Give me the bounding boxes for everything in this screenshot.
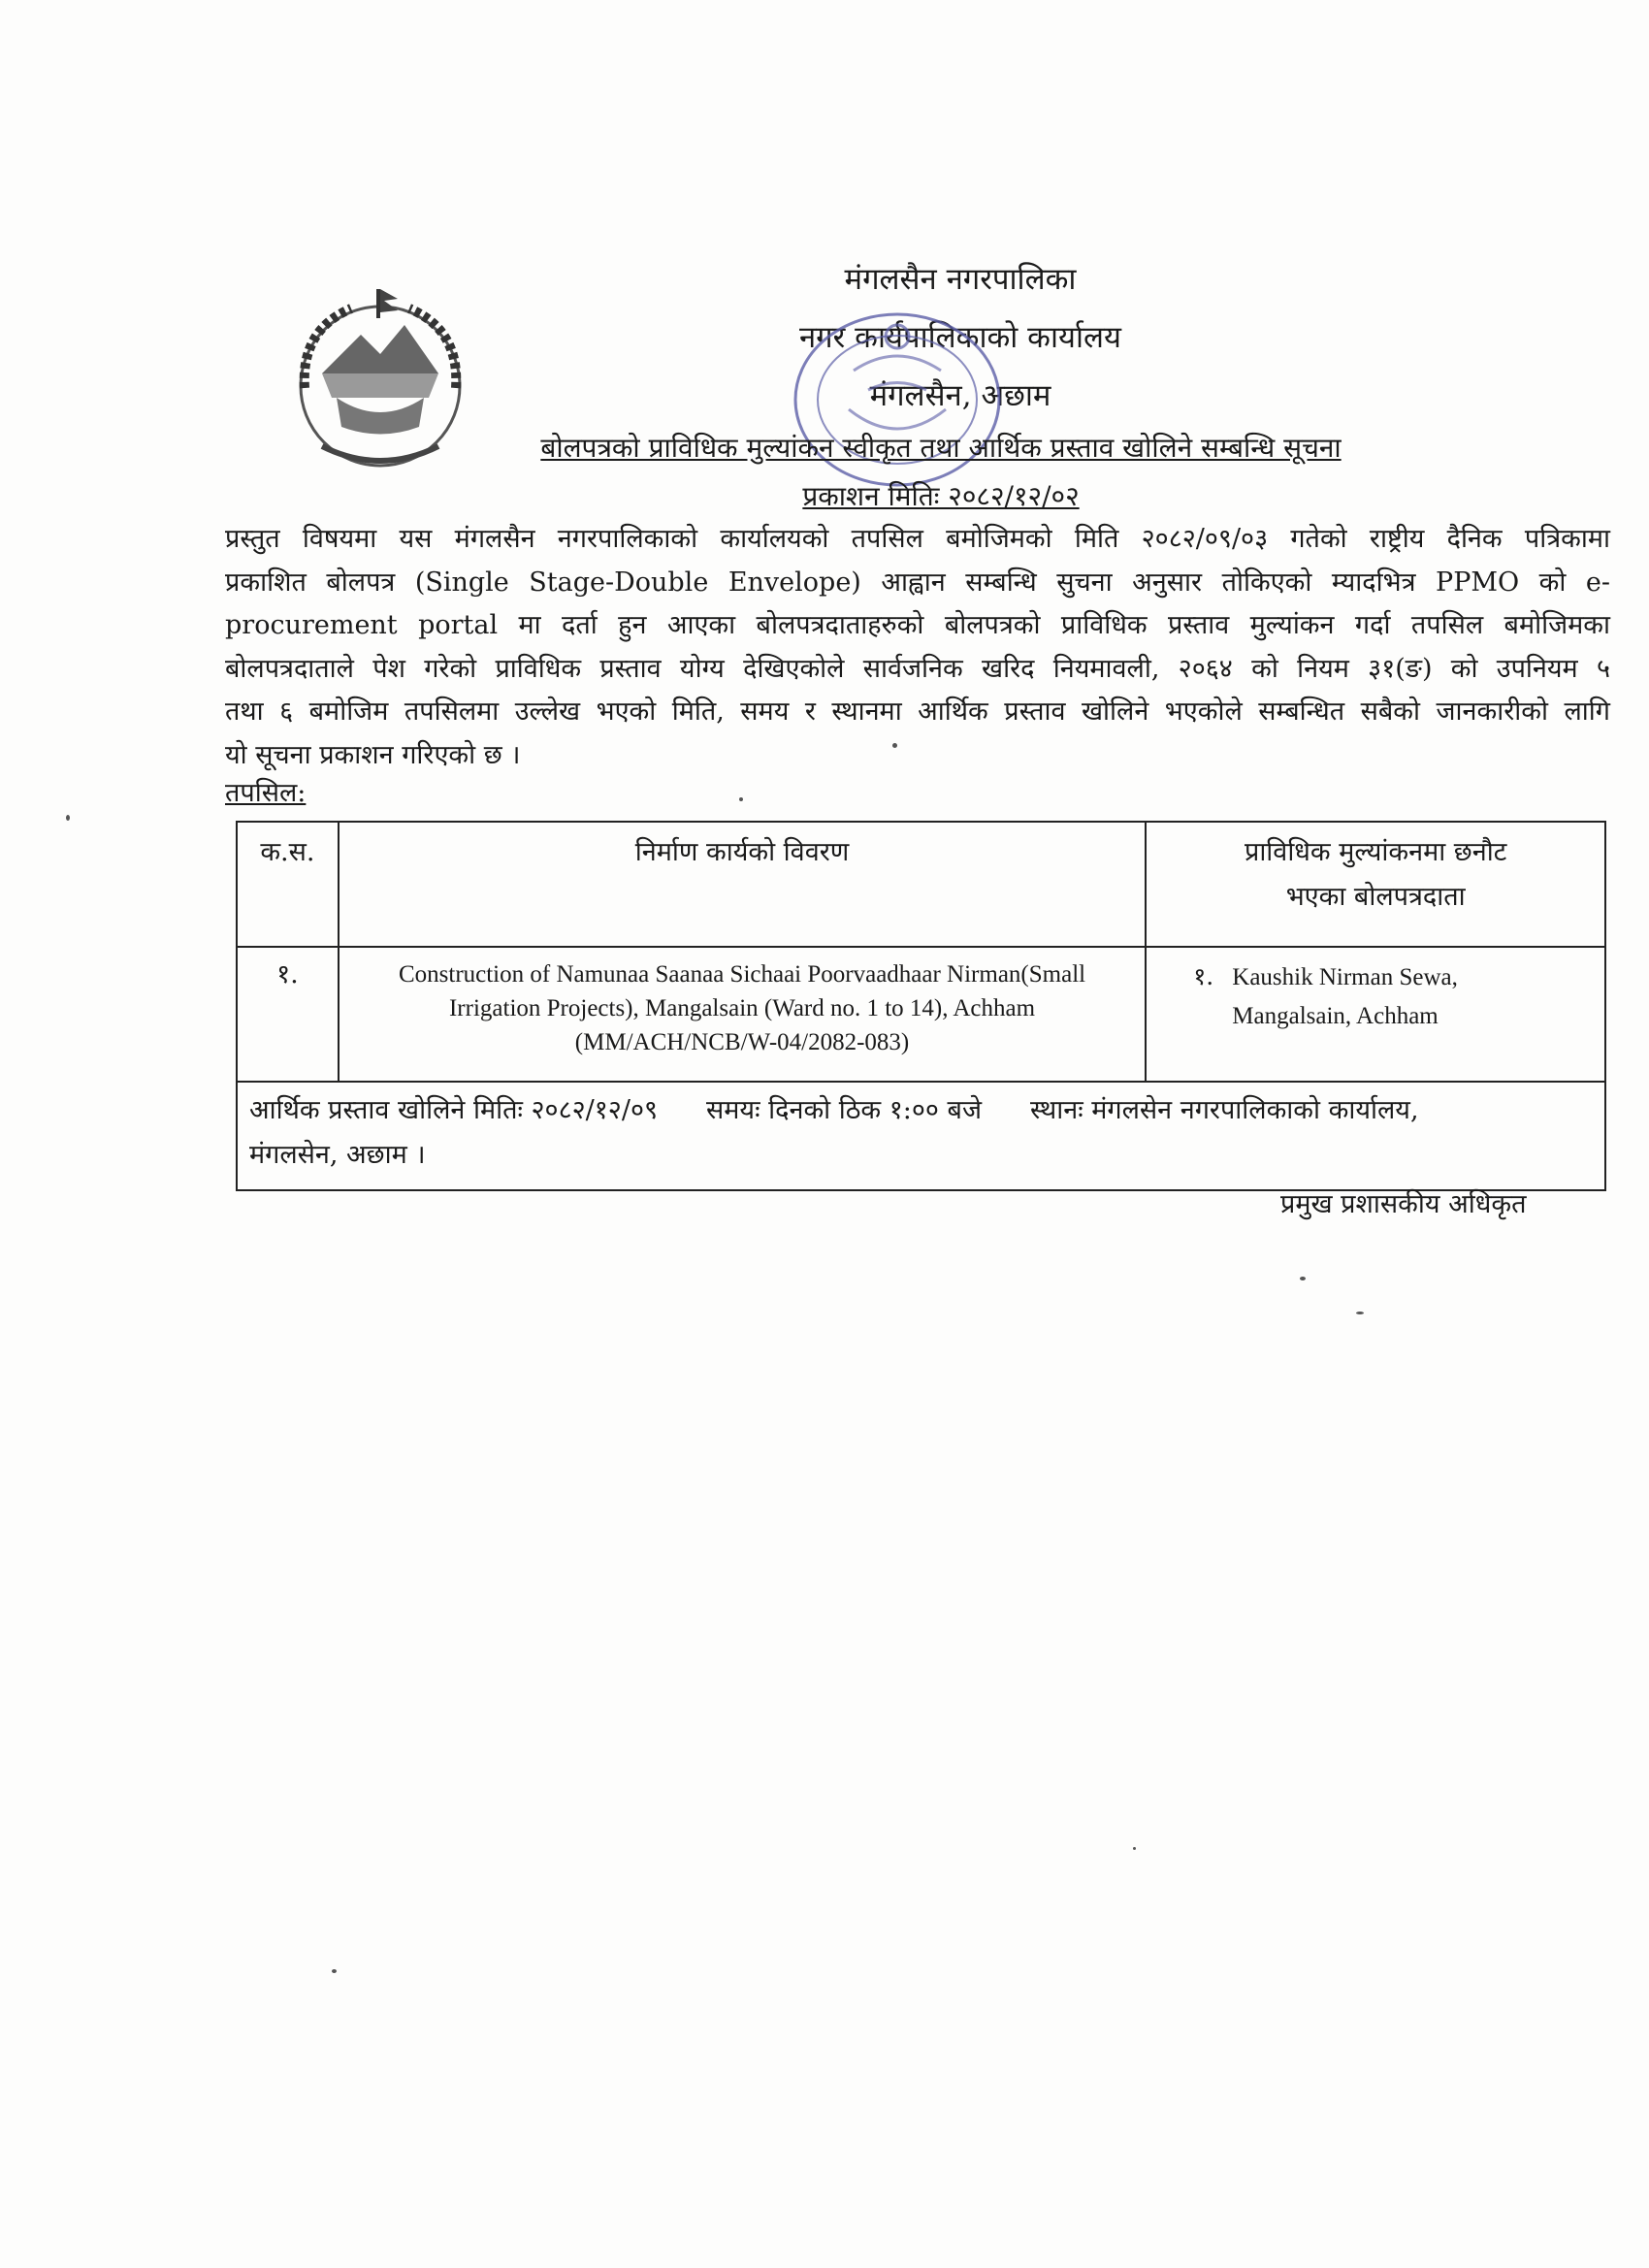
table-footer-row [237,1082,1605,1190]
scan-speck [1300,1277,1306,1280]
details-label: तपसिल: [225,778,307,808]
bidder-number: १. [1193,962,1214,990]
header-bidder-text: प्राविधिक मुल्यांकनमा छनौट भएका बोलपत्रदाता [1244,837,1507,912]
opening-place-cont: मंगलसेन, अछाम । [249,1140,426,1170]
municipality-name: मंगलसैन नगरपालिका [844,262,1077,297]
row-sn: १. [237,947,339,1082]
signatory-title: प्रमुख प्रशासकीय अधिकृत [1280,1189,1527,1219]
works-table [236,821,1606,1191]
header-bidder [1146,822,1605,947]
publication-date: प्रकाशन मितिः २०८२/१२/०२ [802,480,1080,512]
body-line: यो सूचना प्रकाशन गरिएको छ । [225,739,521,770]
scan-speck [332,1969,337,1973]
scan-speck [1133,1847,1136,1850]
financial-opening-info [237,1082,1605,1190]
notice-body [225,518,1610,777]
opening-time: समयः दिनको ठिक १:०० बजे [706,1095,983,1125]
row-description [339,947,1147,1082]
body-line: तथा ६ बमोजिम तपसिलमा उल्लेख भएको मिति, समय र स्थानमा आर्थिक प्रस्ताव खोलिने भएकोले सम्बन्धित सबैको जानकारीको लागि [225,697,1610,727]
office-location: मंगलसैन, अछाम [869,378,1051,413]
notice-subject: बोलपत्रको प्राविधिक मुल्यांकन स्वीकृत तथा आर्थिक प्रस्ताव खोलिने सम्बन्धि सूचना [540,432,1342,464]
bidder-address: Mangalsain, Achham [1232,1003,1439,1029]
table-row [237,947,1605,1082]
row-bidder [1146,947,1605,1082]
office-name: नगर कार्यपालिकाको कार्यालय [798,320,1122,355]
body-line: प्रकाशित बोलपत्र (Single Stage-Double Envelope) आह्वान सम्बन्धि सुचना अनुसार तोकिएको म्यादभित्र PPMO को e- [225,567,1610,598]
body-line: procurement portal मा दर्ता हुन आएका बोलपत्रदाताहरुको बोलपत्रको प्राविधिक प्रस्ताव मुल्यांकन गर्दा तपसिल बमोजिमका [225,610,1610,640]
bidder-name: Kaushik Nirman Sewa, [1232,964,1458,990]
description-line: (MM/ACH/NCB/W-04/2082-083) [574,1029,910,1055]
header-sn: क.स. [237,822,339,947]
body-line: प्रस्तुत विषयमा यस मंगलसैन नगरपालिकाको कार्यालयको तपसिल बमोजिमको मिति २०८२/०९/०३ गतेको राष्ट्रीय दैनिक पत्रिकामा [225,524,1610,554]
scan-speck [66,815,70,821]
nepal-emblem-icon [283,281,477,475]
description-line: Construction of Namunaa Saanaa Sichaai Poorvaadhaar Nirman(Small [398,961,1086,988]
scan-speck [1356,1312,1364,1314]
scan-speck [892,743,897,748]
opening-date: आर्थिक प्रस्ताव खोलिने मितिः २०८२/१२/०९ [249,1095,659,1125]
header-description: निर्माण कार्यको विवरण [339,822,1147,947]
body-line: बोलपत्रदाताले पेश गरेको प्राविधिक प्रस्ताव योग्य देखिएकोले सार्वजनिक खरिद नियमावली, २०६४ को नियम ३१(ङ) को उपनियम ५ [225,653,1610,684]
description-line: Irrigation Projects), Mangalsain (Ward no. 1 to 14), Achham [448,995,1036,1021]
opening-place: स्थानः मंगलसेन नगरपालिकाको कार्यालय, [1030,1095,1419,1125]
scan-speck [739,797,743,801]
table-header-row [237,822,1605,947]
